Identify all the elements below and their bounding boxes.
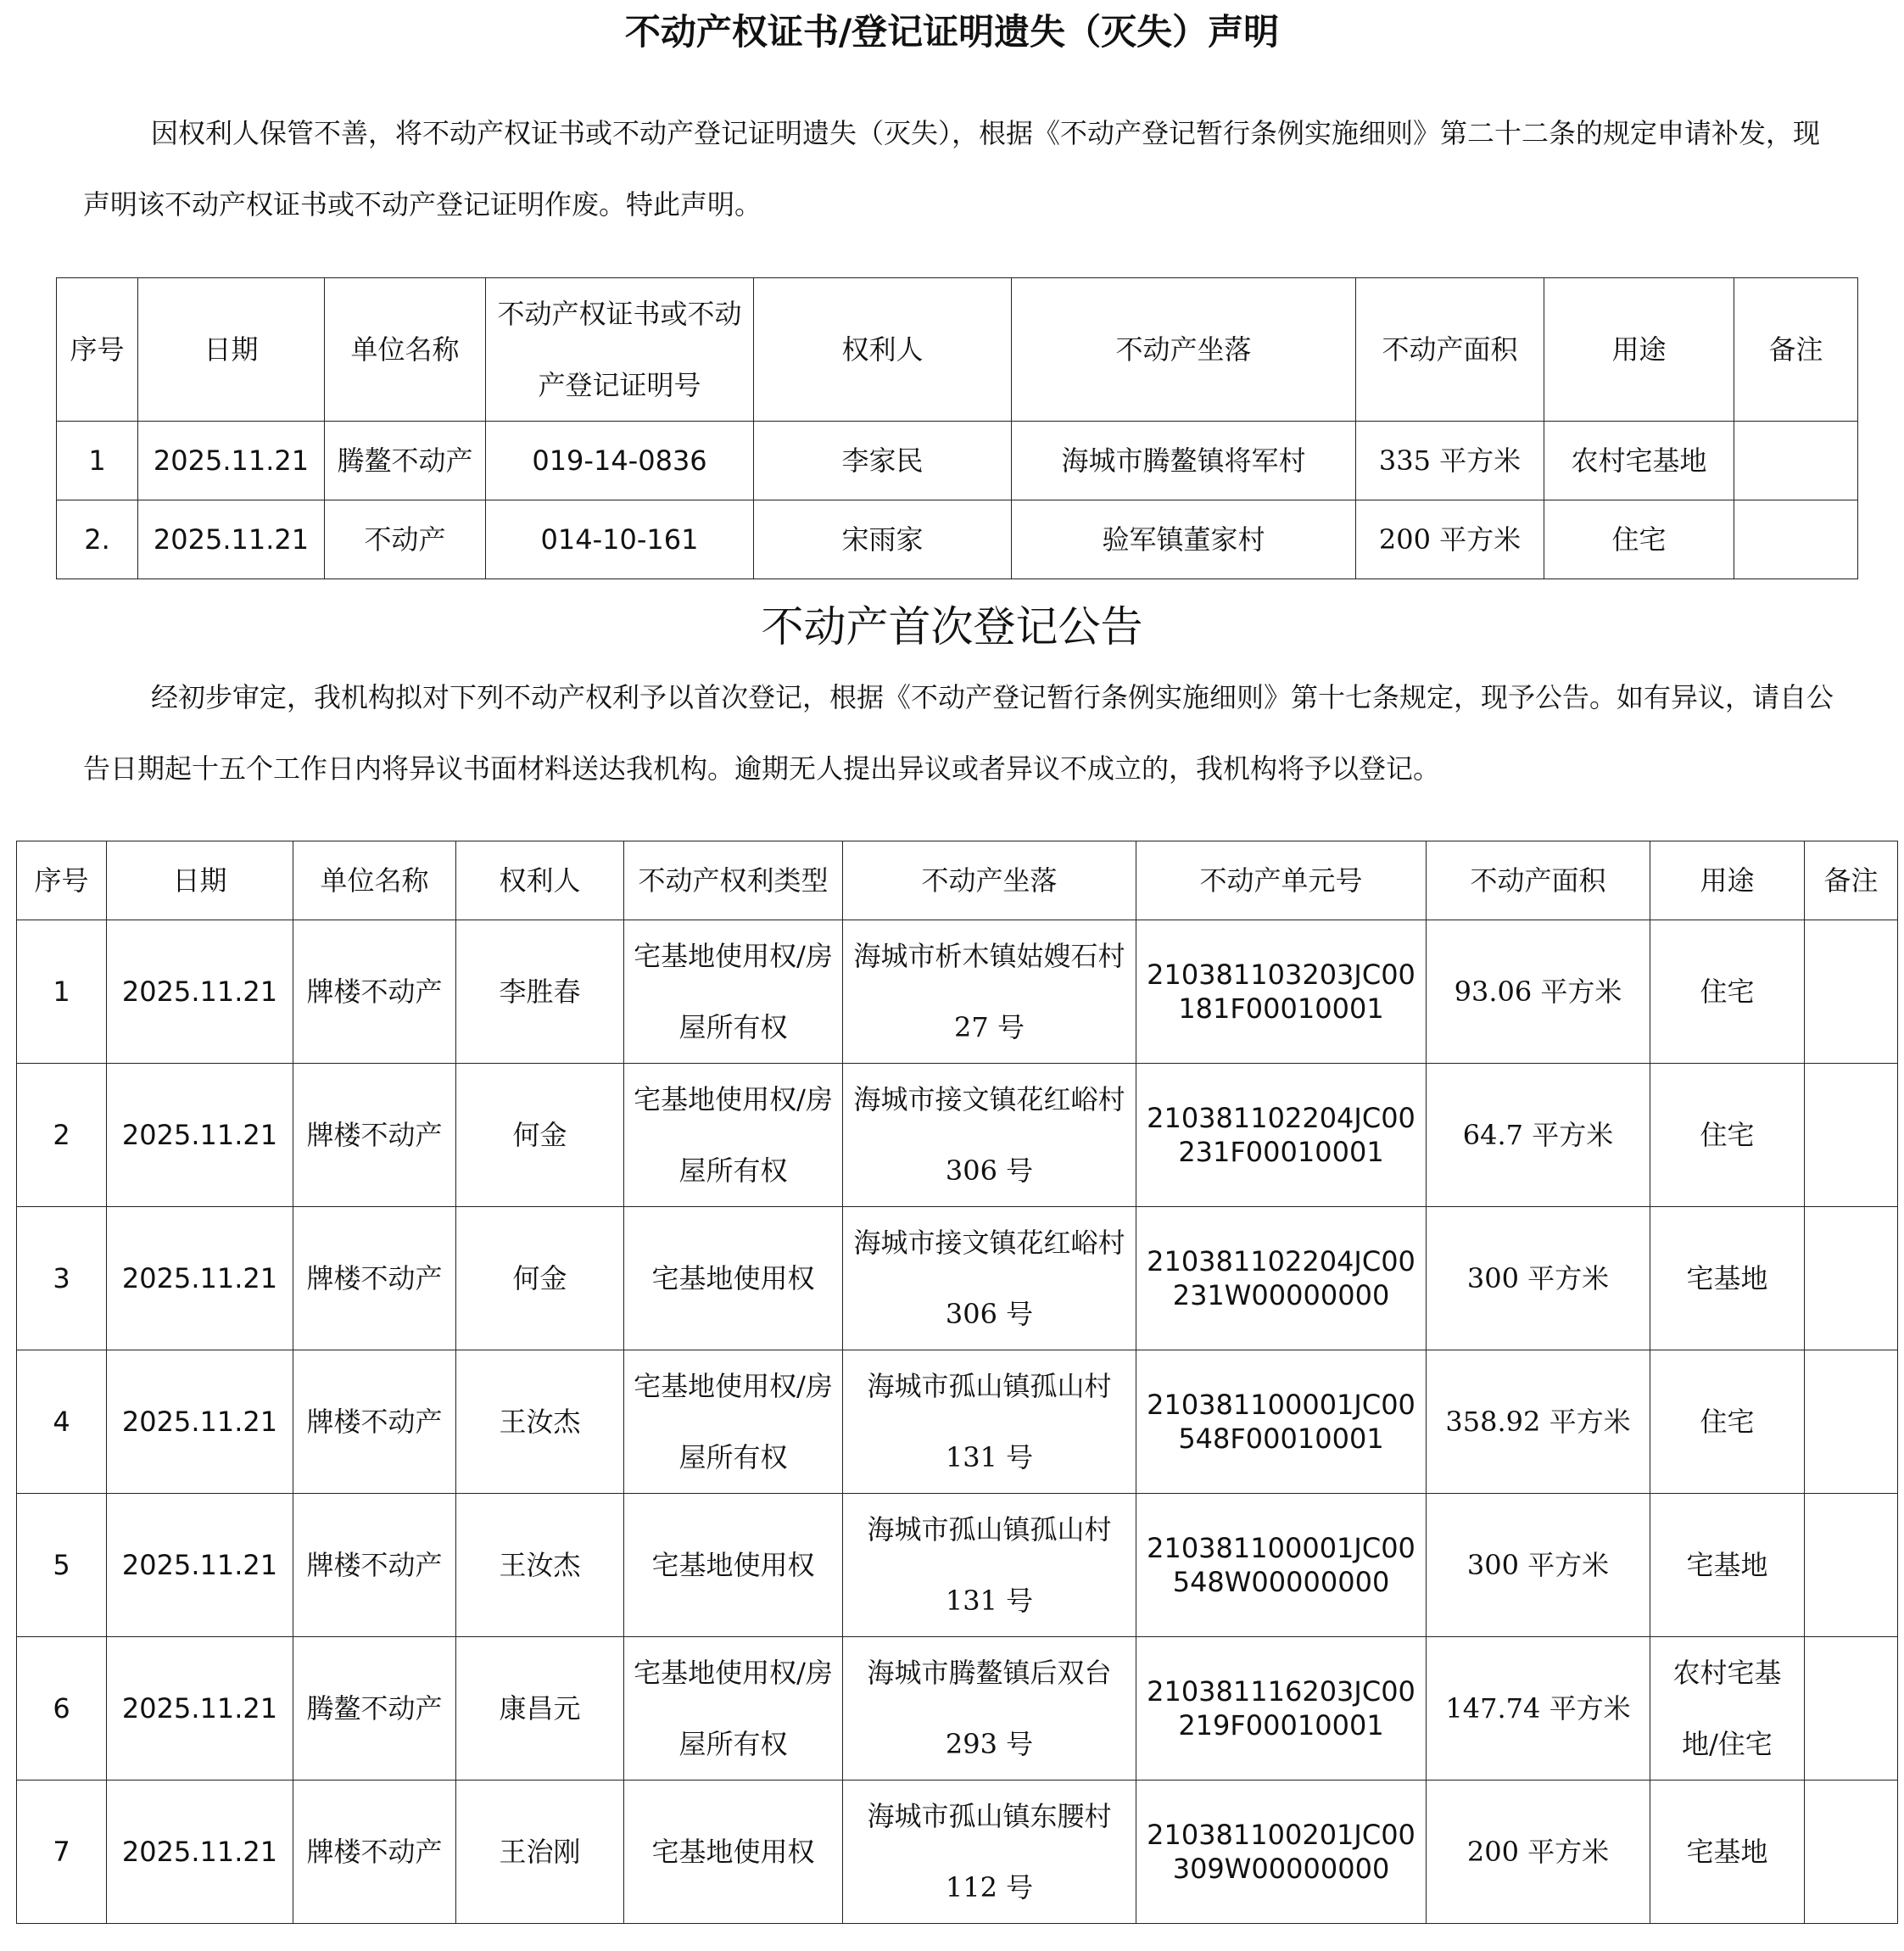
table-cell: 147.74 平方米 <box>1427 1637 1650 1780</box>
table-cell: 014-10-161 <box>486 500 754 579</box>
table-cell: 宅基地使用权 <box>624 1207 843 1350</box>
table-cell: 2025.11.21 <box>107 1780 293 1924</box>
table-cell: 1 <box>17 920 107 1064</box>
column-header: 序号 <box>17 841 107 920</box>
table-cell: 210381100001JC00548W00000000 <box>1136 1494 1427 1637</box>
table-cell: 210381116203JC00219F00010001 <box>1136 1637 1427 1780</box>
table-cell: 210381103203JC00181F00010001 <box>1136 920 1427 1064</box>
table-cell: 农村宅基地 <box>1544 422 1734 500</box>
column-header: 不动产权利类型 <box>624 841 843 920</box>
table-cell: 200 平方米 <box>1427 1780 1650 1924</box>
column-header: 不动产面积 <box>1356 278 1544 422</box>
loss-declaration-table <box>56 277 1858 579</box>
table-cell: 1 <box>57 422 138 500</box>
column-header: 不动产坐落 <box>843 841 1136 920</box>
column-header: 备注 <box>1805 841 1898 920</box>
table-cell: 2025.11.21 <box>107 1064 293 1207</box>
column-header: 权利人 <box>456 841 624 920</box>
column-header: 日期 <box>138 278 325 422</box>
table-cell <box>1805 1494 1898 1637</box>
table-cell: 牌楼不动产 <box>293 1064 456 1207</box>
column-header: 序号 <box>57 278 138 422</box>
table-cell: 牌楼不动产 <box>293 1207 456 1350</box>
table-cell: 宅基地使用权/房屋所有权 <box>624 1637 843 1780</box>
first-registration-table <box>16 841 1898 1924</box>
table-cell: 康昌元 <box>456 1637 624 1780</box>
table-cell: 海城市腾鳌镇将军村 <box>1012 422 1356 500</box>
table-cell: 宅基地使用权 <box>624 1780 843 1924</box>
table-row <box>17 1780 1898 1924</box>
table-cell: 何金 <box>456 1064 624 1207</box>
table-row <box>17 1637 1898 1780</box>
table-cell <box>1805 1064 1898 1207</box>
table-header-row <box>17 841 1898 920</box>
loss-declaration-paragraph: 因权利人保管不善，将不动产权证书或不动产登记证明遗失（灭失），根据《不动产登记暂行条例实施细则》第二十二条的规定申请补发，现声明该不动产权证书或不动产登记证明作废。特此声明。 <box>83 117 1821 221</box>
table-cell: 200 平方米 <box>1356 500 1544 579</box>
table-cell: 海城市孤山镇孤山村 131 号 <box>843 1350 1136 1494</box>
table-cell: 牌楼不动产 <box>293 920 456 1064</box>
first-registration-paragraph: 经初步审定，我机构拟对下列不动产权利予以首次登记，根据《不动产登记暂行条例实施细则》第十七条规定，现予公告。如有异议，请自公告日期起十五个工作日内将异议书面材料送达我机构。逾期无人提出异议或者异议不成立的，我机构将予以登记。 <box>83 681 1834 785</box>
table-cell: 2025.11.21 <box>107 1207 293 1350</box>
table-cell <box>1805 920 1898 1064</box>
table-cell: 5 <box>17 1494 107 1637</box>
table-cell: 王汝杰 <box>456 1350 624 1494</box>
table-cell: 海城市孤山镇孤山村 131 号 <box>843 1494 1136 1637</box>
column-header: 不动产坐落 <box>1012 278 1356 422</box>
table-row <box>17 1064 1898 1207</box>
first-registration-title: 不动产首次登记公告 <box>761 602 1143 651</box>
table-cell: 海城市孤山镇东腰村 112 号 <box>843 1780 1136 1924</box>
table-cell: 宅基地使用权/房屋所有权 <box>624 1064 843 1207</box>
table-cell: 住宅 <box>1650 1350 1805 1494</box>
table-cell: 210381102204JC00231W00000000 <box>1136 1207 1427 1350</box>
table-cell: 李家民 <box>754 422 1012 500</box>
table-cell: 海城市腾鳌镇后双台 293 号 <box>843 1637 1136 1780</box>
table-cell: 6 <box>17 1637 107 1780</box>
table-cell: 2 <box>17 1064 107 1207</box>
table-cell: 王治刚 <box>456 1780 624 1924</box>
table-cell: 019-14-0836 <box>486 422 754 500</box>
table-cell: 何金 <box>456 1207 624 1350</box>
table-cell: 93.06 平方米 <box>1427 920 1650 1064</box>
table-cell: 4 <box>17 1350 107 1494</box>
table-cell <box>1805 1637 1898 1780</box>
table-cell: 牌楼不动产 <box>293 1780 456 1924</box>
column-header: 不动产权证书或不动产登记证明号 <box>486 278 754 422</box>
table-row <box>17 1350 1898 1494</box>
table-cell: 210381102204JC00231F00010001 <box>1136 1064 1427 1207</box>
table-row <box>17 1207 1898 1350</box>
table-header-row <box>57 278 1858 422</box>
table-cell <box>1734 500 1858 579</box>
table-cell: 300 平方米 <box>1427 1494 1650 1637</box>
table-cell: 2025.11.21 <box>107 1494 293 1637</box>
table-cell: 住宅 <box>1650 1064 1805 1207</box>
column-header: 日期 <box>107 841 293 920</box>
table-cell: 宅基地 <box>1650 1780 1805 1924</box>
table-cell: 2025.11.21 <box>107 1350 293 1494</box>
column-header: 权利人 <box>754 278 1012 422</box>
table-cell: 210381100201JC00309W00000000 <box>1136 1780 1427 1924</box>
table-cell: 2025.11.21 <box>138 422 325 500</box>
table-cell: 210381100001JC00548F00010001 <box>1136 1350 1427 1494</box>
table-row <box>57 500 1858 579</box>
column-header: 备注 <box>1734 278 1858 422</box>
column-header: 单位名称 <box>325 278 486 422</box>
table-cell: 牌楼不动产 <box>293 1494 456 1637</box>
column-header: 不动产面积 <box>1427 841 1650 920</box>
table-row <box>17 920 1898 1064</box>
table-cell <box>1805 1207 1898 1350</box>
table-cell <box>1805 1780 1898 1924</box>
table-cell: 335 平方米 <box>1356 422 1544 500</box>
table-cell: 不动产 <box>325 500 486 579</box>
table-cell: 海城市析木镇姑嫂石村 27 号 <box>843 920 1136 1064</box>
table-cell: 64.7 平方米 <box>1427 1064 1650 1207</box>
table-cell: 牌楼不动产 <box>293 1350 456 1494</box>
column-header: 不动产单元号 <box>1136 841 1427 920</box>
table-cell: 宋雨家 <box>754 500 1012 579</box>
table-cell: 腾鳌不动产 <box>325 422 486 500</box>
table-cell: 宅基地 <box>1650 1207 1805 1350</box>
table-cell: 宅基地使用权 <box>624 1494 843 1637</box>
table-cell: 住宅 <box>1544 500 1734 579</box>
table-row <box>17 1494 1898 1637</box>
table-cell: 农村宅基地/住宅 <box>1650 1637 1805 1780</box>
table-cell: 海城市接文镇花红峪村 306 号 <box>843 1064 1136 1207</box>
column-header: 用途 <box>1544 278 1734 422</box>
table-cell: 住宅 <box>1650 920 1805 1064</box>
table-cell: 李胜春 <box>456 920 624 1064</box>
loss-declaration-title: 不动产权证书/登记证明遗失（灭失）声明 <box>624 11 1280 53</box>
table-cell: 腾鳌不动产 <box>293 1637 456 1780</box>
table-cell: 2025.11.21 <box>107 920 293 1064</box>
table-cell: 300 平方米 <box>1427 1207 1650 1350</box>
table-cell: 7 <box>17 1780 107 1924</box>
table-cell: 验军镇董家村 <box>1012 500 1356 579</box>
table-cell: 3 <box>17 1207 107 1350</box>
table-cell: 宅基地 <box>1650 1494 1805 1637</box>
table-cell: 2025.11.21 <box>138 500 325 579</box>
table-cell: 宅基地使用权/房屋所有权 <box>624 920 843 1064</box>
table-row <box>57 422 1858 500</box>
table-cell <box>1805 1350 1898 1494</box>
table-cell: 宅基地使用权/房屋所有权 <box>624 1350 843 1494</box>
table-cell: 海城市接文镇花红峪村 306 号 <box>843 1207 1136 1350</box>
table-cell: 王汝杰 <box>456 1494 624 1637</box>
table-cell: 358.92 平方米 <box>1427 1350 1650 1494</box>
table-cell <box>1734 422 1858 500</box>
column-header: 用途 <box>1650 841 1805 920</box>
table-cell: 2025.11.21 <box>107 1637 293 1780</box>
table-cell: 2. <box>57 500 138 579</box>
column-header: 单位名称 <box>293 841 456 920</box>
